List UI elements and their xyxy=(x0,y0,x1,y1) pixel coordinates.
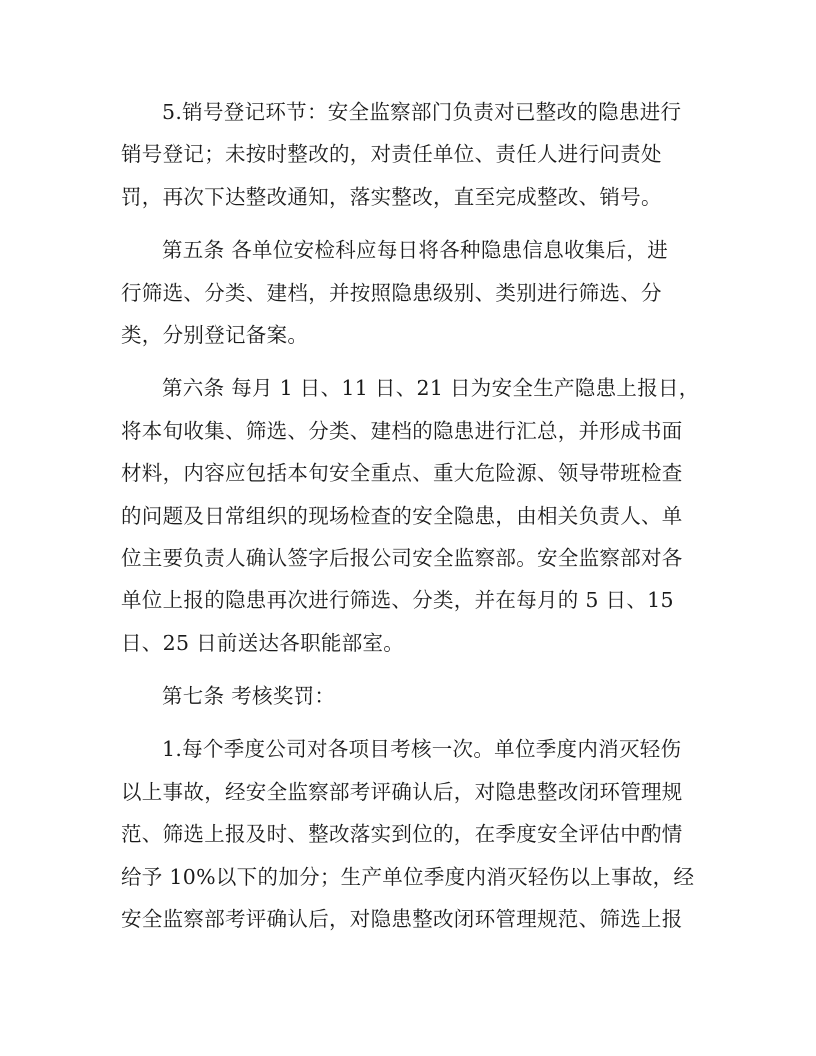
text-line: 第六条 每月 1 日、11 日、21 日为安全生产隐患上报日， xyxy=(162,376,700,401)
paragraph xyxy=(121,229,701,356)
text-line: 类，分别登记备案。 xyxy=(121,322,309,347)
text-line: 第五条 各单位安检科应每日将各种隐患信息收集后，进 xyxy=(162,238,669,263)
text-line: 以上事故，经安全监察部考评确认后，对隐患整改闭环管理规 xyxy=(121,779,683,804)
text-line: 的问题及日常组织的现场检查的安全隐患，由相关负责人、单 xyxy=(121,503,683,528)
text-line: 销号登记；未按时整改的，对责任单位、责任人进行问责处 xyxy=(121,142,662,167)
paragraph xyxy=(121,367,701,664)
text-line: 日、25 日前送达各职能部室。 xyxy=(121,630,405,655)
paragraph xyxy=(121,675,701,717)
text-line: 1.每个季度公司对各项目考核一次。单位季度内消灭轻伤 xyxy=(162,737,682,762)
text-line: 安全监察部考评确认后，对隐患整改闭环管理规范、筛选上报 xyxy=(121,907,683,932)
text-line: 5.销号登记环节：安全监察部门负责对已整改的隐患进行 xyxy=(162,100,682,124)
text-line: 位主要负责人确认签字后报公司安全监察部。安全监察部对各 xyxy=(121,545,683,570)
text-line: 行筛选、分类、建档，并按照隐患级别、类别进行筛选、分 xyxy=(121,280,662,305)
paragraph xyxy=(121,91,701,218)
text-line: 罚，再次下达整改通知，落实整改，直至完成整改、销号。 xyxy=(121,184,662,209)
paragraph xyxy=(121,728,701,940)
text-line: 范、筛选上报及时、整改落实到位的，在季度安全评估中酌情 xyxy=(121,822,683,847)
text-line: 第七条 考核奖罚： xyxy=(162,684,336,709)
text-line: 单位上报的隐患再次进行筛选、分类，并在每月的 5 日、15 xyxy=(121,588,674,613)
text-line: 给予 10%以下的加分；生产单位季度内消灭轻伤以上事故，经 xyxy=(121,864,695,889)
text-line: 将本旬收集、筛选、分类、建档的隐患进行汇总，并形成书面 xyxy=(121,418,683,443)
text-line: 材料，内容应包括本旬安全重点、重大危险源、领导带班检查 xyxy=(121,461,683,486)
document-page xyxy=(121,91,701,951)
